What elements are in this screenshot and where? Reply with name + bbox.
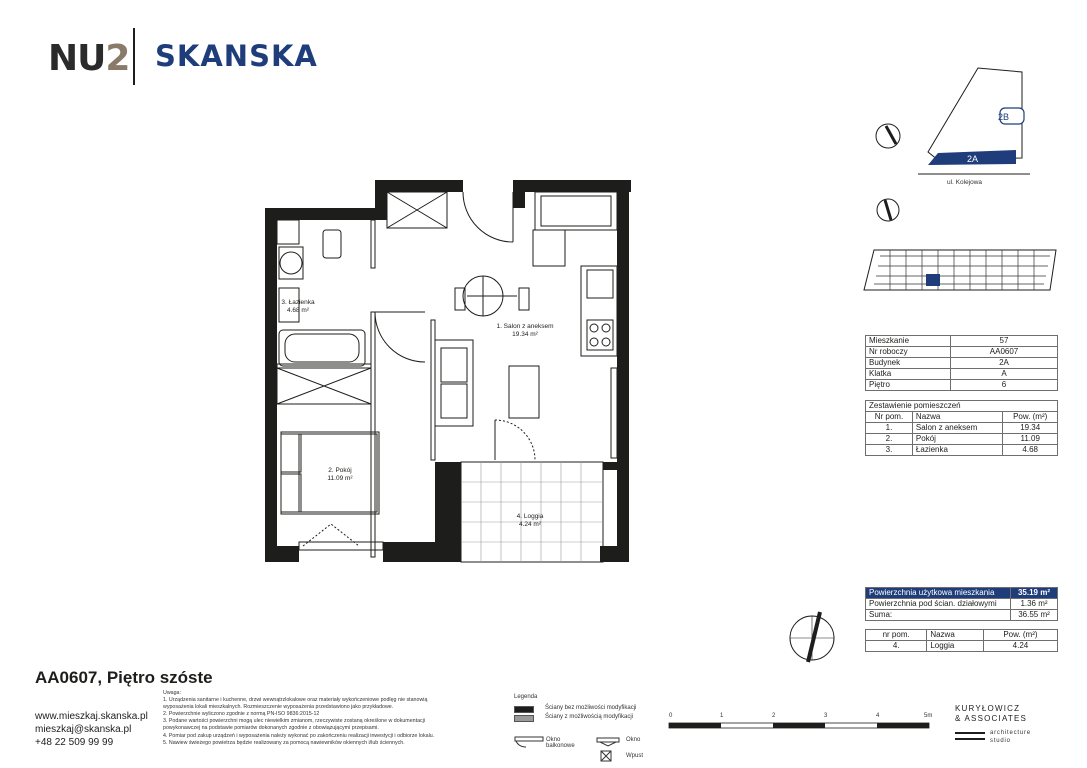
- legend-label-fixed: Ściany bez możliwości modyfikacji: [545, 705, 637, 711]
- entry-door-arc: [463, 192, 513, 242]
- window-icon: [596, 737, 620, 747]
- wall-bottom-right: [600, 546, 629, 562]
- label-2a: 2A: [967, 154, 979, 164]
- wall-top-left: [265, 208, 377, 220]
- scale-tick: 2: [772, 713, 776, 719]
- floor-plan: [255, 172, 635, 572]
- compass-icon: [786, 610, 840, 664]
- scale-bar: [668, 722, 938, 732]
- legend-swatch-mod: [514, 715, 534, 722]
- bath-wall-top: [371, 220, 375, 268]
- architect-logo: KURYŁOWICZ & ASSOCIATES: [955, 704, 1028, 723]
- table-row: Klatka A: [866, 369, 1058, 380]
- table-row: 1. Salon z aneksem 19.34: [866, 423, 1058, 434]
- bedroom-window: [299, 542, 383, 550]
- wall-loggia-left: [435, 462, 461, 562]
- balcony-window-icon: [514, 736, 544, 748]
- loggia-area: [461, 462, 603, 562]
- table-row: Piętro 6: [866, 380, 1058, 391]
- site-plan: [870, 62, 1070, 190]
- logo-divider: [133, 28, 135, 85]
- table-row: Powierzchnia użytkowa mieszkania 35.19 m²: [866, 588, 1058, 599]
- scale-tick: 4: [876, 713, 880, 719]
- wall-stub: [435, 462, 443, 466]
- architect-subtitle: architecture studio: [990, 730, 1031, 744]
- scale-tick: 5m: [924, 713, 933, 719]
- coffee-table: [509, 366, 539, 418]
- wall-bottom-left: [277, 546, 299, 562]
- phone-number: +48 22 509 99 99: [35, 737, 114, 748]
- table-row: Budynek 2A: [866, 358, 1058, 369]
- apartment-location: [926, 274, 940, 286]
- wall-top-mid: [375, 180, 463, 192]
- summary-table: [865, 587, 1058, 621]
- skanska-logo: SKANSKA: [155, 39, 318, 73]
- table-row: 2. Pokój 11.09: [866, 434, 1058, 445]
- wall-top-right: [513, 180, 631, 192]
- room4-label: 4. Loggia 4.24 m²: [516, 513, 544, 528]
- counter: [581, 266, 617, 356]
- legend-window: Okno: [626, 737, 641, 743]
- note-line: 4. Pomiar pod zakup urządzeń i wyposażenia należy wykonać po zakończeniu realizacji inwestycji i odbiorze lokalu.: [163, 732, 435, 739]
- note-line: 2. Powierzchnie wyliczono zgodnie z normą PN-ISO 9836:2015-12: [163, 711, 320, 718]
- email-link[interactable]: mieszkaj@skanska.pl: [35, 724, 132, 735]
- wall-top-right-post: [513, 180, 525, 208]
- website-link[interactable]: www.mieszkaj.skanska.pl: [35, 711, 148, 722]
- note-line: 1. Urządzenia sanitarne i kuchenne, drzwi wewnątrzlokalowe oraz materiały wykończeniowe podlęg nie stanowią: [163, 697, 428, 704]
- right-window: [611, 368, 617, 458]
- note-line: powykonawczej na podstawie pomiarów dokonanych zgodnie z obowiązującymi przepisami.: [163, 725, 379, 732]
- cooktop: [587, 320, 613, 350]
- table-row: Suma: 36.55 m²: [866, 610, 1058, 621]
- room1-label: 1. Salon z aneksem 19.34 m²: [496, 323, 554, 338]
- notes: [163, 690, 503, 747]
- legend-drain: Wpust: [626, 753, 644, 759]
- legend-label-mod: Ściany z możliwością modyfikacji: [545, 714, 634, 720]
- rooms-table: [865, 400, 1058, 456]
- table-header-row: nr pom. Nazwa Pow. (m²): [866, 630, 1058, 641]
- notes-title: Uwaga:: [163, 690, 181, 696]
- compass-icon: [874, 196, 904, 226]
- table-row: Nr roboczy AA0607: [866, 347, 1058, 358]
- table-row: 3. Łazienka 4.68: [866, 445, 1058, 456]
- toilet: [323, 230, 341, 258]
- bathtub: [279, 330, 365, 366]
- niche: [535, 192, 617, 230]
- scale-tick: 1: [720, 713, 724, 719]
- legend-balcony-window: Okno balkonowe: [546, 737, 575, 749]
- internal-wall-2: [431, 320, 435, 460]
- legend-title: Legenda: [514, 694, 538, 700]
- note-line: wyposażenia lokali mieszkalnych. Rozmieszczenie wyposażenia przedstawiono jako przykładowe.: [163, 704, 394, 711]
- table-row: 4. Loggia 4.24: [866, 641, 1058, 652]
- note-line: 3. Podane wartości powierzchni mogą ulec niewielkim zmianom, rzeczywiste zostaną określone w dokumentacji: [163, 718, 426, 725]
- table-title-row: Zestawienie pomieszczeń: [866, 401, 1058, 412]
- scale-tick: 0: [669, 713, 673, 719]
- wall-right: [617, 180, 629, 562]
- nu2-logo: NU2: [48, 38, 130, 79]
- building-key-plan: [860, 246, 1060, 294]
- table-header-row: Nr pom. Nazwa Pow. (m²): [866, 412, 1058, 423]
- architect-logo-bar: [955, 738, 985, 740]
- apartment-info-table: [865, 335, 1058, 391]
- note-line: 5. Nawiew świeżego powietrza będzie realizowany za pomocą nawiewników okiennych i/lub ściennych.: [163, 739, 405, 746]
- architect-logo-bar: [955, 732, 985, 734]
- table-row: Mieszkanie 57: [866, 336, 1058, 347]
- scale-tick: 3: [824, 713, 828, 719]
- label-2b: 2B: [998, 112, 1010, 122]
- legend-swatch-fixed: [514, 706, 534, 713]
- drain-icon: [600, 750, 612, 762]
- room2-label: 2. Pokój 11.09 m²: [327, 467, 353, 482]
- room3-label: 3. Łazienka 4.68 m²: [281, 299, 315, 314]
- wall-left: [265, 208, 277, 562]
- loggia-table: [865, 629, 1058, 652]
- fridge: [533, 230, 565, 266]
- apartment-title: AA0607, Piętro szóste: [35, 668, 213, 687]
- table-row: Powierzchnia pod ścian. działowymi 1.36 m²: [866, 599, 1058, 610]
- niche-inner: [541, 196, 611, 226]
- street-label: ul. Kolejowa: [947, 179, 983, 186]
- wall-stub-right: [603, 462, 617, 470]
